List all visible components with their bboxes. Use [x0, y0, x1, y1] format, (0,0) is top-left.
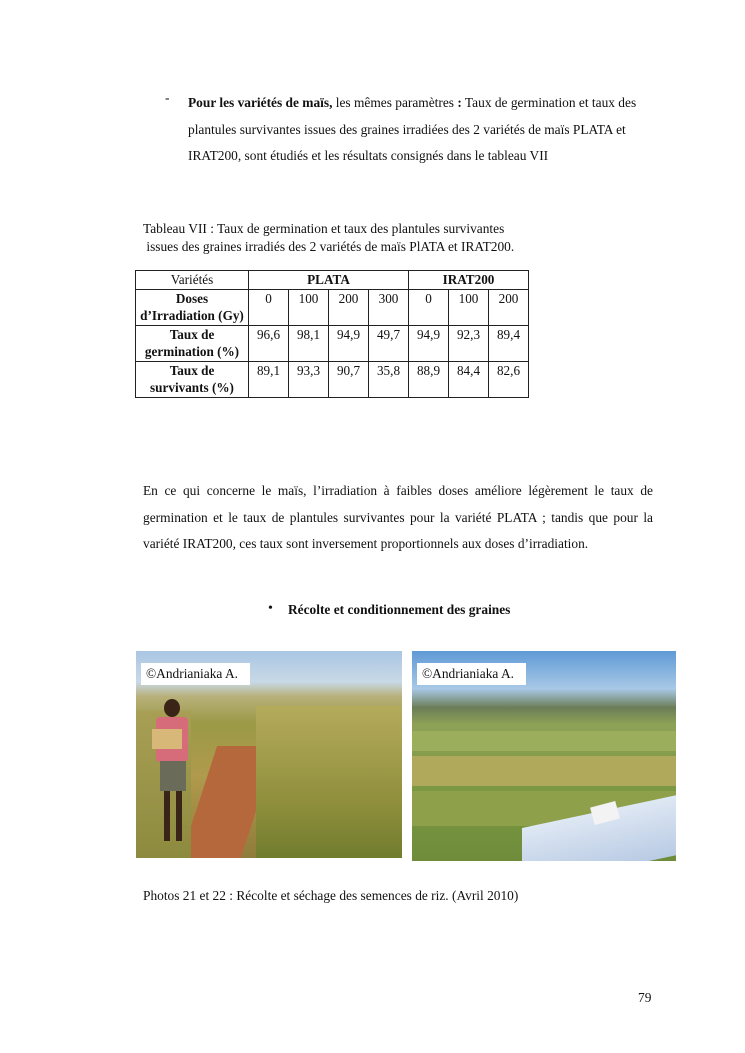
- table-cell: 93,3: [289, 361, 329, 397]
- table-cell: 89,4: [489, 325, 529, 361]
- photo-drying: [412, 651, 676, 861]
- table-cell: 96,6: [249, 325, 289, 361]
- table-cell: 98,1: [289, 325, 329, 361]
- row-label-survivants: Taux de survivants (%): [136, 361, 249, 397]
- header-varietes: Variétés: [136, 271, 249, 290]
- header-irat200: IRAT200: [409, 271, 529, 290]
- table-cell: 0: [409, 289, 449, 325]
- maize-intro-text-a: les mêmes paramètres: [332, 95, 458, 110]
- page-number: 79: [638, 990, 652, 1005]
- table-cell: 200: [489, 289, 529, 325]
- list-dash: -: [165, 90, 170, 105]
- table-caption: [143, 220, 623, 256]
- discussion-paragraph: En ce qui concerne le maïs, l’irradiation à faibles doses améliore légèrement le taux de germination et le taux de plantules survivantes pour la variété PLATA ; tandis que pour la variété IRAT200, ces taux sont inversement proportionnels aux doses d’irradiation.: [143, 483, 653, 551]
- table-cell: 89,1: [249, 361, 289, 397]
- table-cell: 92,3: [449, 325, 489, 361]
- header-plata: PLATA: [249, 271, 409, 290]
- table-cell: 82,6: [489, 361, 529, 397]
- table-row: [136, 361, 529, 397]
- row-label-doses: Doses d’Irradiation (Gy): [136, 289, 249, 325]
- table-cell: 0: [249, 289, 289, 325]
- table-cell: 35,8: [369, 361, 409, 397]
- table-row: [136, 325, 529, 361]
- results-table: [135, 270, 529, 398]
- table-cell: 300: [369, 289, 409, 325]
- photos-caption: Photos 21 et 22 : Récolte et séchage des semences de riz. (Avril 2010): [143, 888, 519, 903]
- table-cell: 94,9: [409, 325, 449, 361]
- table-cell: 200: [329, 289, 369, 325]
- maize-intro-paragraph: [188, 90, 658, 170]
- table-row: [136, 289, 529, 325]
- section-heading: Récolte et conditionnement des graines: [288, 602, 511, 617]
- table-header-row: [136, 271, 529, 290]
- maize-intro-text-b: Taux de germination et taux des plantules survivantes issues des graines irradiées des 2 variétés de maïs PLATA et IRAT200, sont étudiés et les résultats consignés dans le tableau VII: [188, 95, 637, 163]
- photo-credit: ©Andrianiaka A.: [141, 663, 250, 685]
- photo-harvest: [136, 651, 402, 858]
- table-cell: 84,4: [449, 361, 489, 397]
- table-cell: 100: [449, 289, 489, 325]
- table-caption-line1: Tableau VII : Taux de germination et taux des plantules survivantes: [143, 221, 505, 236]
- table-cell: 100: [289, 289, 329, 325]
- table-cell: 49,7: [369, 325, 409, 361]
- bullet-icon: •: [268, 601, 273, 616]
- maize-intro-bold: Pour les variétés de maïs,: [188, 95, 333, 110]
- table-cell: 88,9: [409, 361, 449, 397]
- row-label-germination: Taux de germination (%): [136, 325, 249, 361]
- table-cell: 90,7: [329, 361, 369, 397]
- photo-credit: ©Andrianiaka A.: [417, 663, 526, 685]
- table-caption-line2: issues des graines irradiés des 2 variétés de maïs PlATA et IRAT200.: [143, 239, 515, 254]
- maize-intro-colon: :: [457, 95, 462, 110]
- table-cell: 94,9: [329, 325, 369, 361]
